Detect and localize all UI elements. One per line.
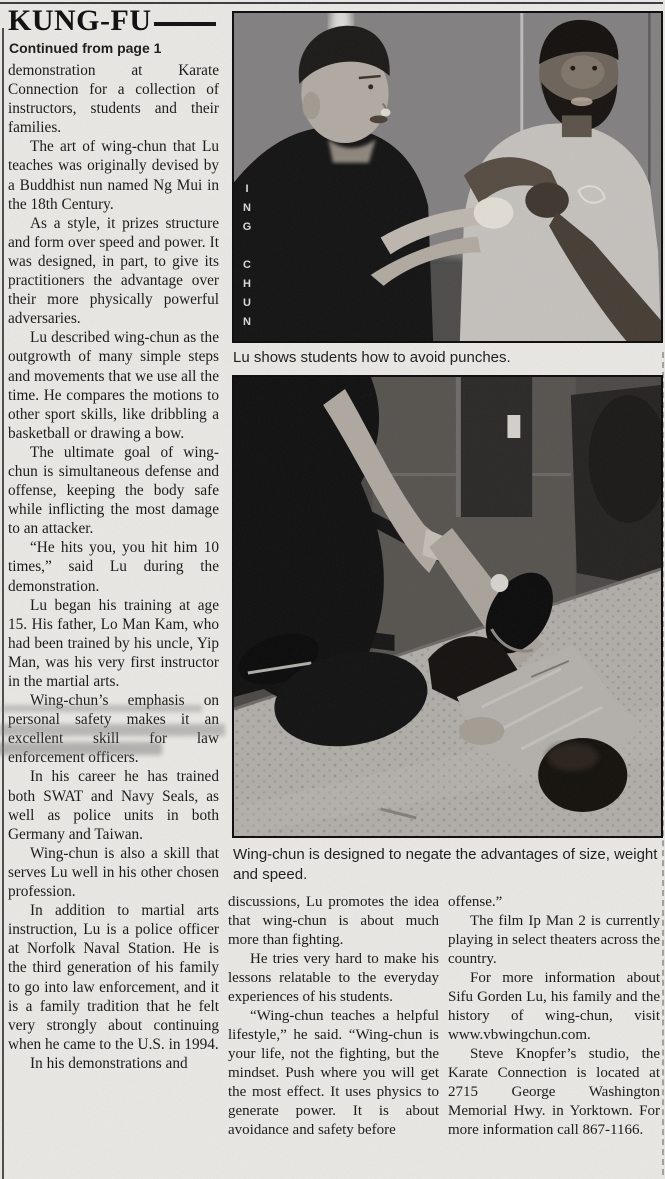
article-headline: KUNG-FU <box>8 4 152 37</box>
photo-caption: Wing-chun is designed to negate the advantages of size, weight and speed. <box>233 846 658 883</box>
article-paragraph: “Wing-chun teaches a helpful lifestyle,” he said. “Wing-chun is your life, not the fighting, but the mindset. Push where you will get the most effect. It uses physics to generate power. It is about avoidance and safety before <box>228 1008 439 1138</box>
article-paragraph: As a style, it prizes structure and form over speed and power. It was designed, in part, to give its practitioners the advantage over their more physically powerful adversaries. <box>8 214 219 328</box>
sparring-photo-art <box>234 13 661 341</box>
article-paragraph: Lu described wing-chun as the outgrowth of many simple steps and movements that we use all the time. He compares the motions to other sport skills, like dribbling a basketball or drawing a bow. <box>8 329 219 442</box>
photo-ground-technique <box>232 375 663 838</box>
headline-rule <box>154 22 216 26</box>
right-column <box>448 893 660 1140</box>
article-paragraph: For more information about Sifu Gorden Lu, his family and the history of wing-chun, visit www.vbwingchun.com. <box>448 970 660 1043</box>
article-paragraph: demonstration at Karate Connection for a collection of instructors, students and their families. <box>8 62 219 137</box>
photo-caption: Lu shows students how to avoid punches. <box>233 349 511 366</box>
smudged-paragraph: Wing-chun’s emphasis on personal safety makes it an excellent skill for law enforcement officers. <box>8 691 219 767</box>
article-paragraph: discussions, Lu promotes the idea that wing-chun is about much more than fighting. <box>228 894 439 948</box>
article-paragraph: In addition to martial arts instruction, Lu is a police officer at Norfolk Naval Station. He is the third generation of his family to go into law enforcement, and it is a family tradition that he felt very strongly about continuing when he came to the U.S. in 1994. <box>8 902 219 1053</box>
article-paragraph: The ultimate goal of wing-chun is simultaneous defense and offense, keeping the body safe while inflicting the most damage to an attacker. <box>8 443 219 538</box>
article-paragraph: Wing-chun is also a skill that serves Lu well in his other chosen profession. <box>8 844 219 901</box>
article-paragraph: The film Ip Man 2 is currently playing in select theaters across the country. <box>448 913 661 967</box>
article-paragraph: “He hits you, you hit him 10 times,” said Lu during the demonstration. <box>8 539 219 595</box>
article-paragraph: He tries very hard to make his lessons relatable to the everyday experiences of his students. <box>228 951 439 1005</box>
left-column-rule <box>2 28 4 1179</box>
shirt-text-wing-chun: ING CHUN <box>241 183 253 335</box>
left-column <box>8 61 219 1073</box>
article-paragraph: The art of wing-chun that Lu teaches was originally devised by a Buddhist nun named Ng Mui in the 18th Century. <box>8 138 219 213</box>
article-paragraph: In his career he has trained both SWAT and Navy Seals, as well as police units in both Germany and Taiwan. <box>8 768 219 843</box>
article-paragraph: Steve Knopfer’s studio, the Karate Connection is located at 2715 George Washington Memorial Hwy. in Yorktown. For more information call 867-1166. <box>448 1046 660 1138</box>
masthead-row <box>8 4 216 38</box>
article-paragraph: offense.” <box>448 894 503 910</box>
middle-column <box>228 893 439 1140</box>
ground-photo-art <box>234 377 661 836</box>
photo-sparring <box>232 11 663 343</box>
continued-from-note: Continued from page 1 <box>9 40 162 56</box>
article-paragraph: In his demonstrations and <box>30 1054 188 1072</box>
article-paragraph: Lu began his training at age 15. His father, Lo Man Kam, who had been trained by his uncle, Yip Man, was his very first instructor in the martial arts. <box>8 596 219 690</box>
